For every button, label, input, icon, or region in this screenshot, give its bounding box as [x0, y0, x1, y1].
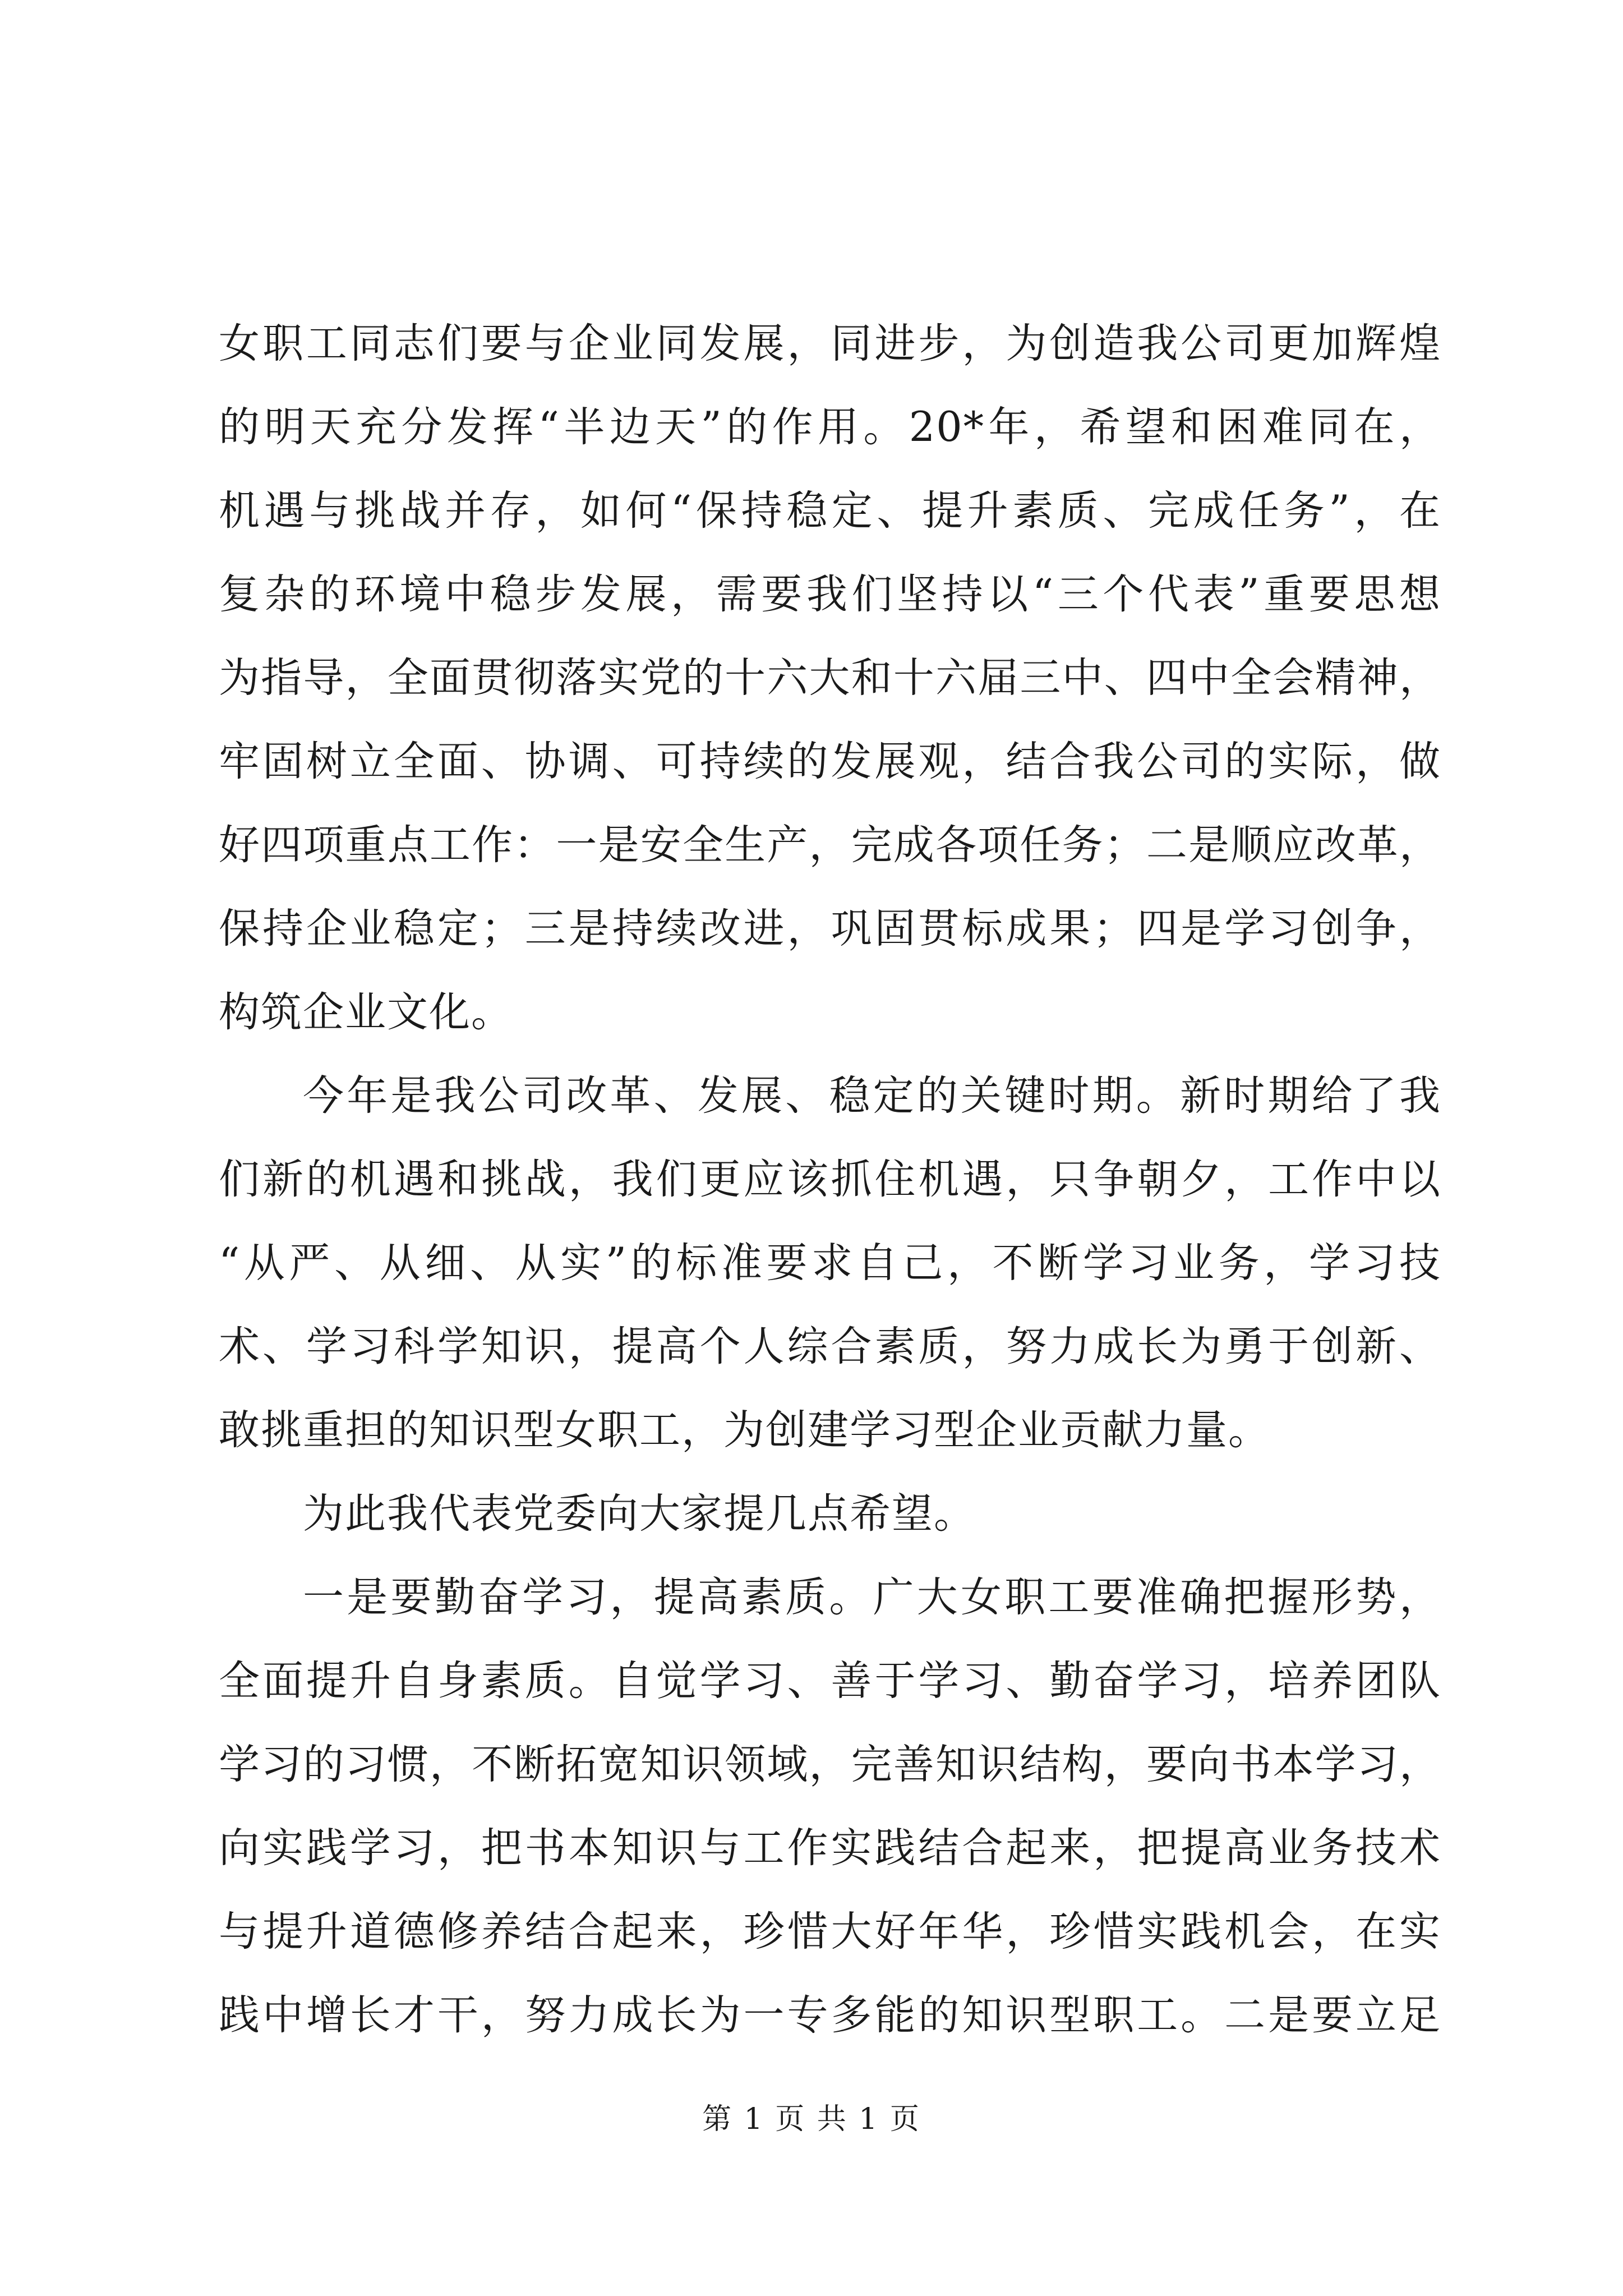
text-line: 们新的机遇和挑战，我们更应该抓住机遇，只争朝夕，工作中以 [219, 1156, 1441, 1203]
text-line: 学习的习惯，不断拓宽知识领域，完善知识结构，要向书本学习， [219, 1741, 1441, 1788]
text-line: 构筑企业文化。 [219, 988, 513, 1036]
text-line: 与提升道德修养结合起来，珍惜大好年华，珍惜实践机会，在实 [219, 1908, 1441, 1955]
document-body [219, 302, 1441, 2057]
page-number-footer: 第 1 页 共 1 页 [702, 2102, 921, 2136]
text-line: 女职工同志们要与企业同发展，同进步，为创造我公司更加辉煌 [219, 320, 1441, 367]
text-line: 的明天充分发挥“半边天”的作用。20*年，希望和困难同在， [219, 403, 1441, 451]
paragraph-first-line: 为此我代表党委向大家提几点希望。 [303, 1490, 976, 1538]
text-line: 全面提升自身素质。自觉学习、善于学习、勤奋学习，培养团队 [219, 1657, 1441, 1705]
text-line: 术、学习科学知识，提高个人综合素质，努力成长为勇于创新、 [219, 1323, 1441, 1370]
text-line: “从严、从细、从实”的标准要求自己，不断学习业务，学习技 [219, 1239, 1441, 1287]
text-line: 践中增长才干，努力成长为一专多能的知识型职工。二是要立足 [219, 1991, 1441, 2039]
paragraph-first-line: 今年是我公司改革、发展、稳定的关键时期。新时期给了我 [303, 1072, 1441, 1120]
paragraph-first-line: 一是要勤奋学习，提高素质。广大女职工要准确把握形势， [303, 1573, 1441, 1621]
text-line: 为指导，全面贯彻落实党的十六大和十六届三中、四中全会精神， [219, 654, 1441, 702]
text-line: 复杂的环境中稳步发展，需要我们坚持以“三个代表”重要思想 [219, 570, 1441, 618]
text-line: 向实践学习，把书本知识与工作实践结合起来，把提高业务技术 [219, 1824, 1441, 1872]
text-line: 保持企业稳定；三是持续改进，巩固贯标成果；四是学习创争， [219, 905, 1441, 953]
text-line: 牢固树立全面、协调、可持续的发展观，结合我公司的实际，做 [219, 738, 1441, 785]
text-line: 敢挑重担的知识型女职工，为创建学习型企业贡献力量。 [219, 1406, 1270, 1454]
text-line: 机遇与挑战并存，如何“保持稳定、提升素质、完成任务”，在 [219, 487, 1441, 535]
text-line: 好四项重点工作：一是安全生产，完成各项任务；二是顺应改革， [219, 821, 1441, 869]
